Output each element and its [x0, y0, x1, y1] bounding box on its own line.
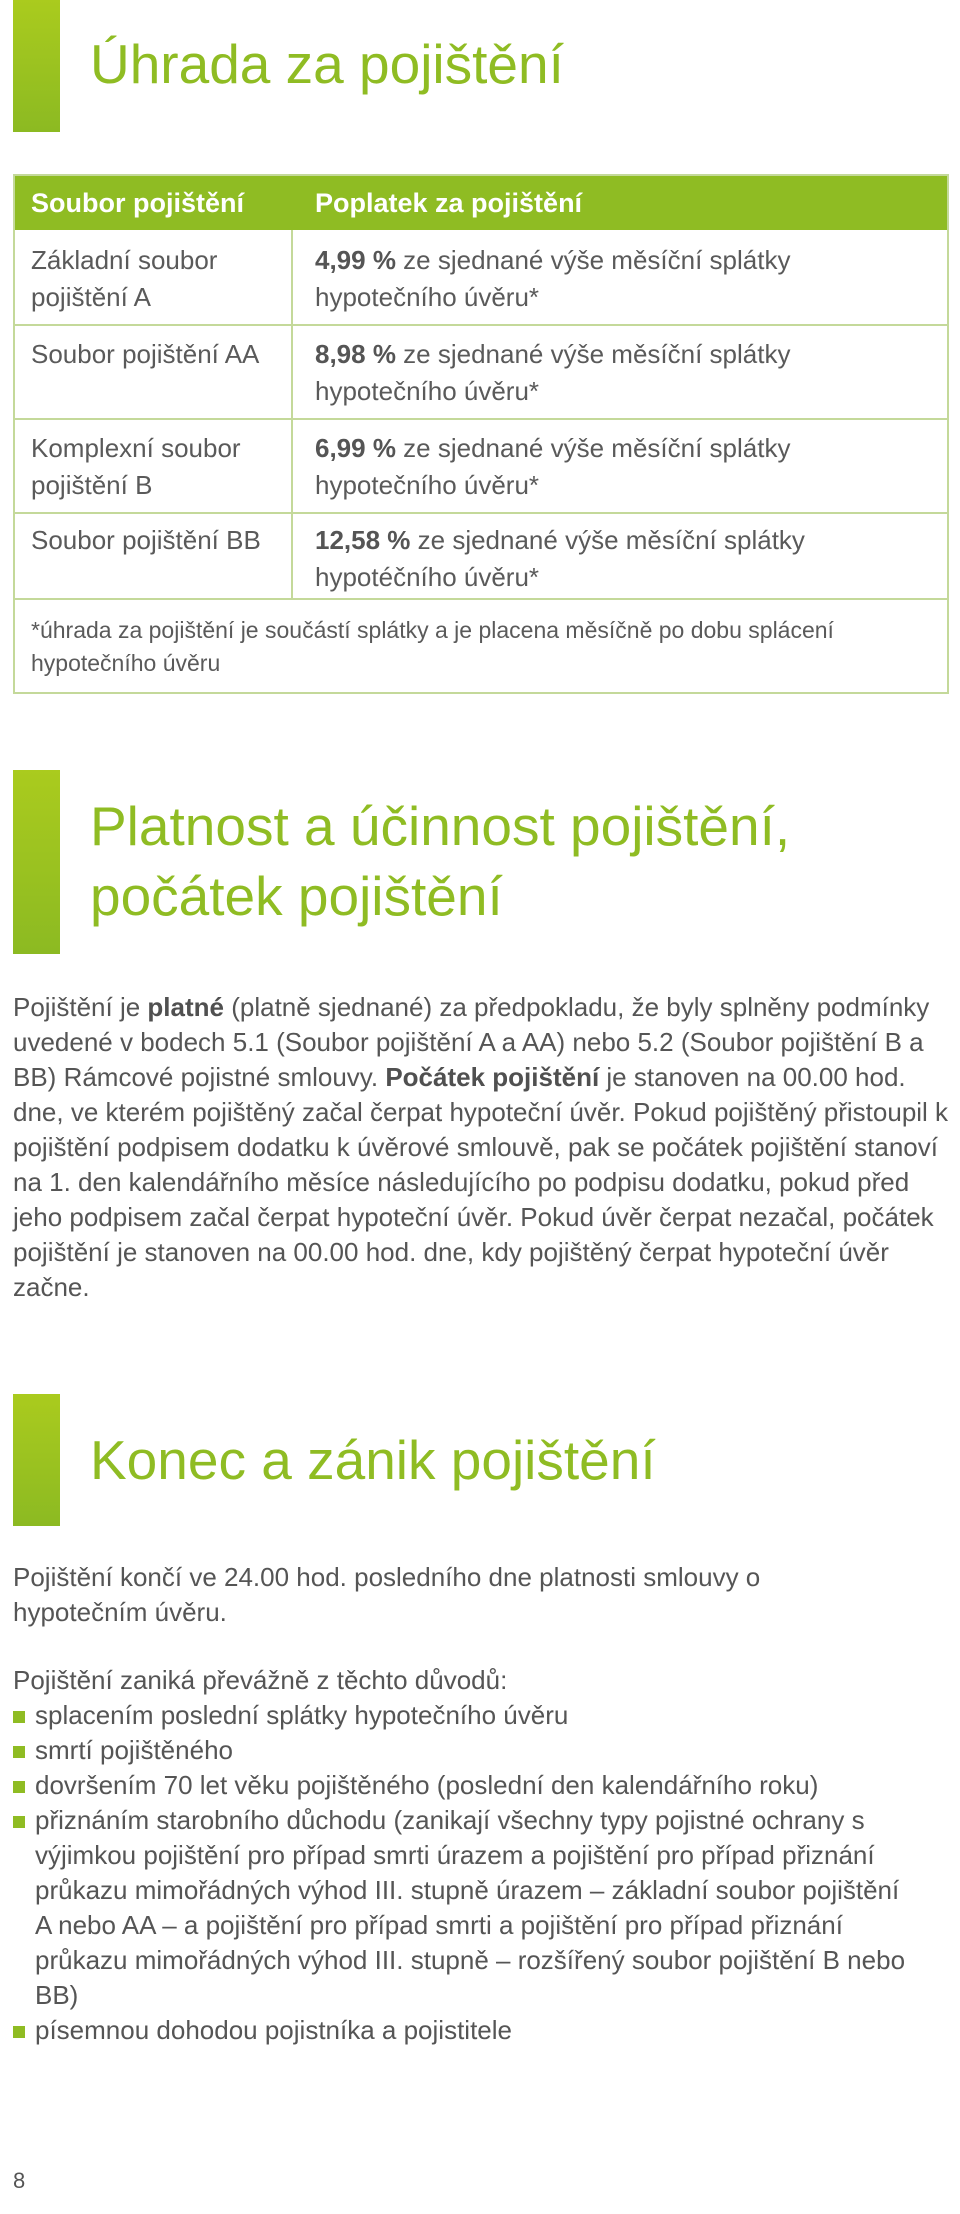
text-span: je stanoven na 00.00 hod. dne, ve kterém pojištěný začal čerpat hypoteční úvěr. Pokud pojištěný přistoupil k pojištění podpisem dodatku k úvěrové smlouvě, pak se počátek pojištění stanoví na 1. den kalendářního měsíce následujícího po podpisu dodatku, pokud před jeho podpisem začal čerpat hypoteční úvěr. Pokud úvěr čerpat nezačal, počátek pojištění je stanoven na 00.00 hod. dne, kdy pojištěný čerpat hypoteční úvěr začne. — [13, 1062, 949, 1302]
text-span: Pojištění je — [13, 992, 148, 1022]
row-name: Soubor pojištění AA — [31, 339, 260, 369]
bullet-icon — [13, 1746, 25, 1758]
list-item-text: písemnou dohodou pojistníka a pojistitele — [35, 2015, 512, 2045]
termination-intro: Pojištění zaniká převážně z těchto důvodů: — [13, 1665, 508, 1695]
bullet-icon — [13, 2026, 25, 2038]
col-header-soubor: Soubor pojištění — [31, 188, 244, 218]
list-item-text: splacením poslední splátky hypotečního úvěru — [35, 1700, 569, 1730]
accent-bar — [13, 0, 60, 132]
validity-paragraph — [13, 990, 953, 1305]
section-title: Konec a zánik pojištění — [90, 1429, 656, 1491]
text-span: (platně sjednané) za předpokladu, že byly splněny podmínky uvedené v bodech 5.1 (Soubor pojištění A a AA) nebo 5.2 (Soubor pojištění B a BB) Rámcové pojistné smlouvy. — [13, 992, 930, 1092]
row-fee — [315, 430, 925, 504]
list-item-text: smrtí pojištěného — [35, 1735, 233, 1765]
table-header — [15, 176, 947, 230]
row-name: Soubor pojištění BB — [31, 525, 261, 555]
column-divider — [291, 230, 293, 598]
row-divider — [15, 598, 947, 600]
row-divider — [15, 418, 947, 420]
fee-percent: 12,58 % — [315, 525, 411, 555]
bullet-icon — [13, 1781, 25, 1793]
section-title-line1: Platnost a účinnost pojištění, — [90, 795, 791, 857]
fee-percent: 6,99 % — [315, 433, 396, 463]
section-title: Úhrada za pojištění — [90, 33, 564, 95]
page-number: 8 — [13, 2168, 26, 2193]
bold-term: Počátek pojištění — [385, 1062, 600, 1092]
col-header-poplatek: Poplatek za pojištění — [315, 188, 583, 218]
list-item — [13, 1803, 915, 2013]
end-paragraph: Pojištění končí ve 24.00 hod. posledního dne platnosti smlouvy o hypotečním úvěru. — [13, 1562, 761, 1627]
fee-text: ze sjednané výše měsíční splátky hypotečního úvěru* — [315, 433, 791, 500]
list-item-text: přiznáním starobního důchodu (zanikají všechny typy pojistné ochrany s výjimkou pojištění pro případ smrti úrazem a pojištění pro případ přiznání průkazu mimořádných výhod III. stupně úrazem – základní soubor pojištění A nebo AA – a pojištění pro případ smrti a pojištění pro případ přiznání průkazu mimořádných výhod III. stupně – rozšířený soubor pojištění B nebo BB) — [35, 1805, 906, 2010]
fee-text: ze sjednané výše měsíční splátky hypotečního úvěru* — [315, 339, 791, 406]
accent-bar — [13, 770, 60, 954]
list-item — [13, 1698, 953, 1733]
list-item — [13, 1733, 953, 1768]
section-title-line2: počátek pojištění — [90, 865, 503, 927]
row-name: Komplexní soubor pojištění B — [31, 433, 241, 500]
row-name: Základní soubor pojištění A — [31, 245, 218, 312]
row-fee — [315, 242, 925, 316]
accent-bar — [13, 1394, 60, 1526]
insurance-fee-table — [13, 174, 949, 694]
termination-reasons-list — [13, 1698, 953, 2048]
row-fee — [315, 522, 925, 596]
fee-percent: 4,99 % — [315, 245, 396, 275]
table-footnote: *úhrada za pojištění je součástí splátky a je placena měsíčně po dobu splácení hypotečního úvěru — [31, 617, 834, 676]
list-item-text: dovršením 70 let věku pojištěného (poslední den kalendářního roku) — [35, 1770, 819, 1800]
bold-term: platné — [147, 992, 224, 1022]
bullet-icon — [13, 1711, 25, 1723]
row-fee — [315, 336, 925, 410]
row-divider — [15, 324, 947, 326]
list-item — [13, 2013, 953, 2048]
list-item — [13, 1768, 953, 1803]
fee-text: ze sjednané výše měsíční splátky hypotečního úvěru* — [315, 245, 791, 312]
fee-text: ze sjednané výše měsíční splátky hypotéčního úvěru* — [315, 525, 805, 592]
row-divider — [15, 512, 947, 514]
bullet-icon — [13, 1816, 25, 1828]
fee-percent: 8,98 % — [315, 339, 396, 369]
